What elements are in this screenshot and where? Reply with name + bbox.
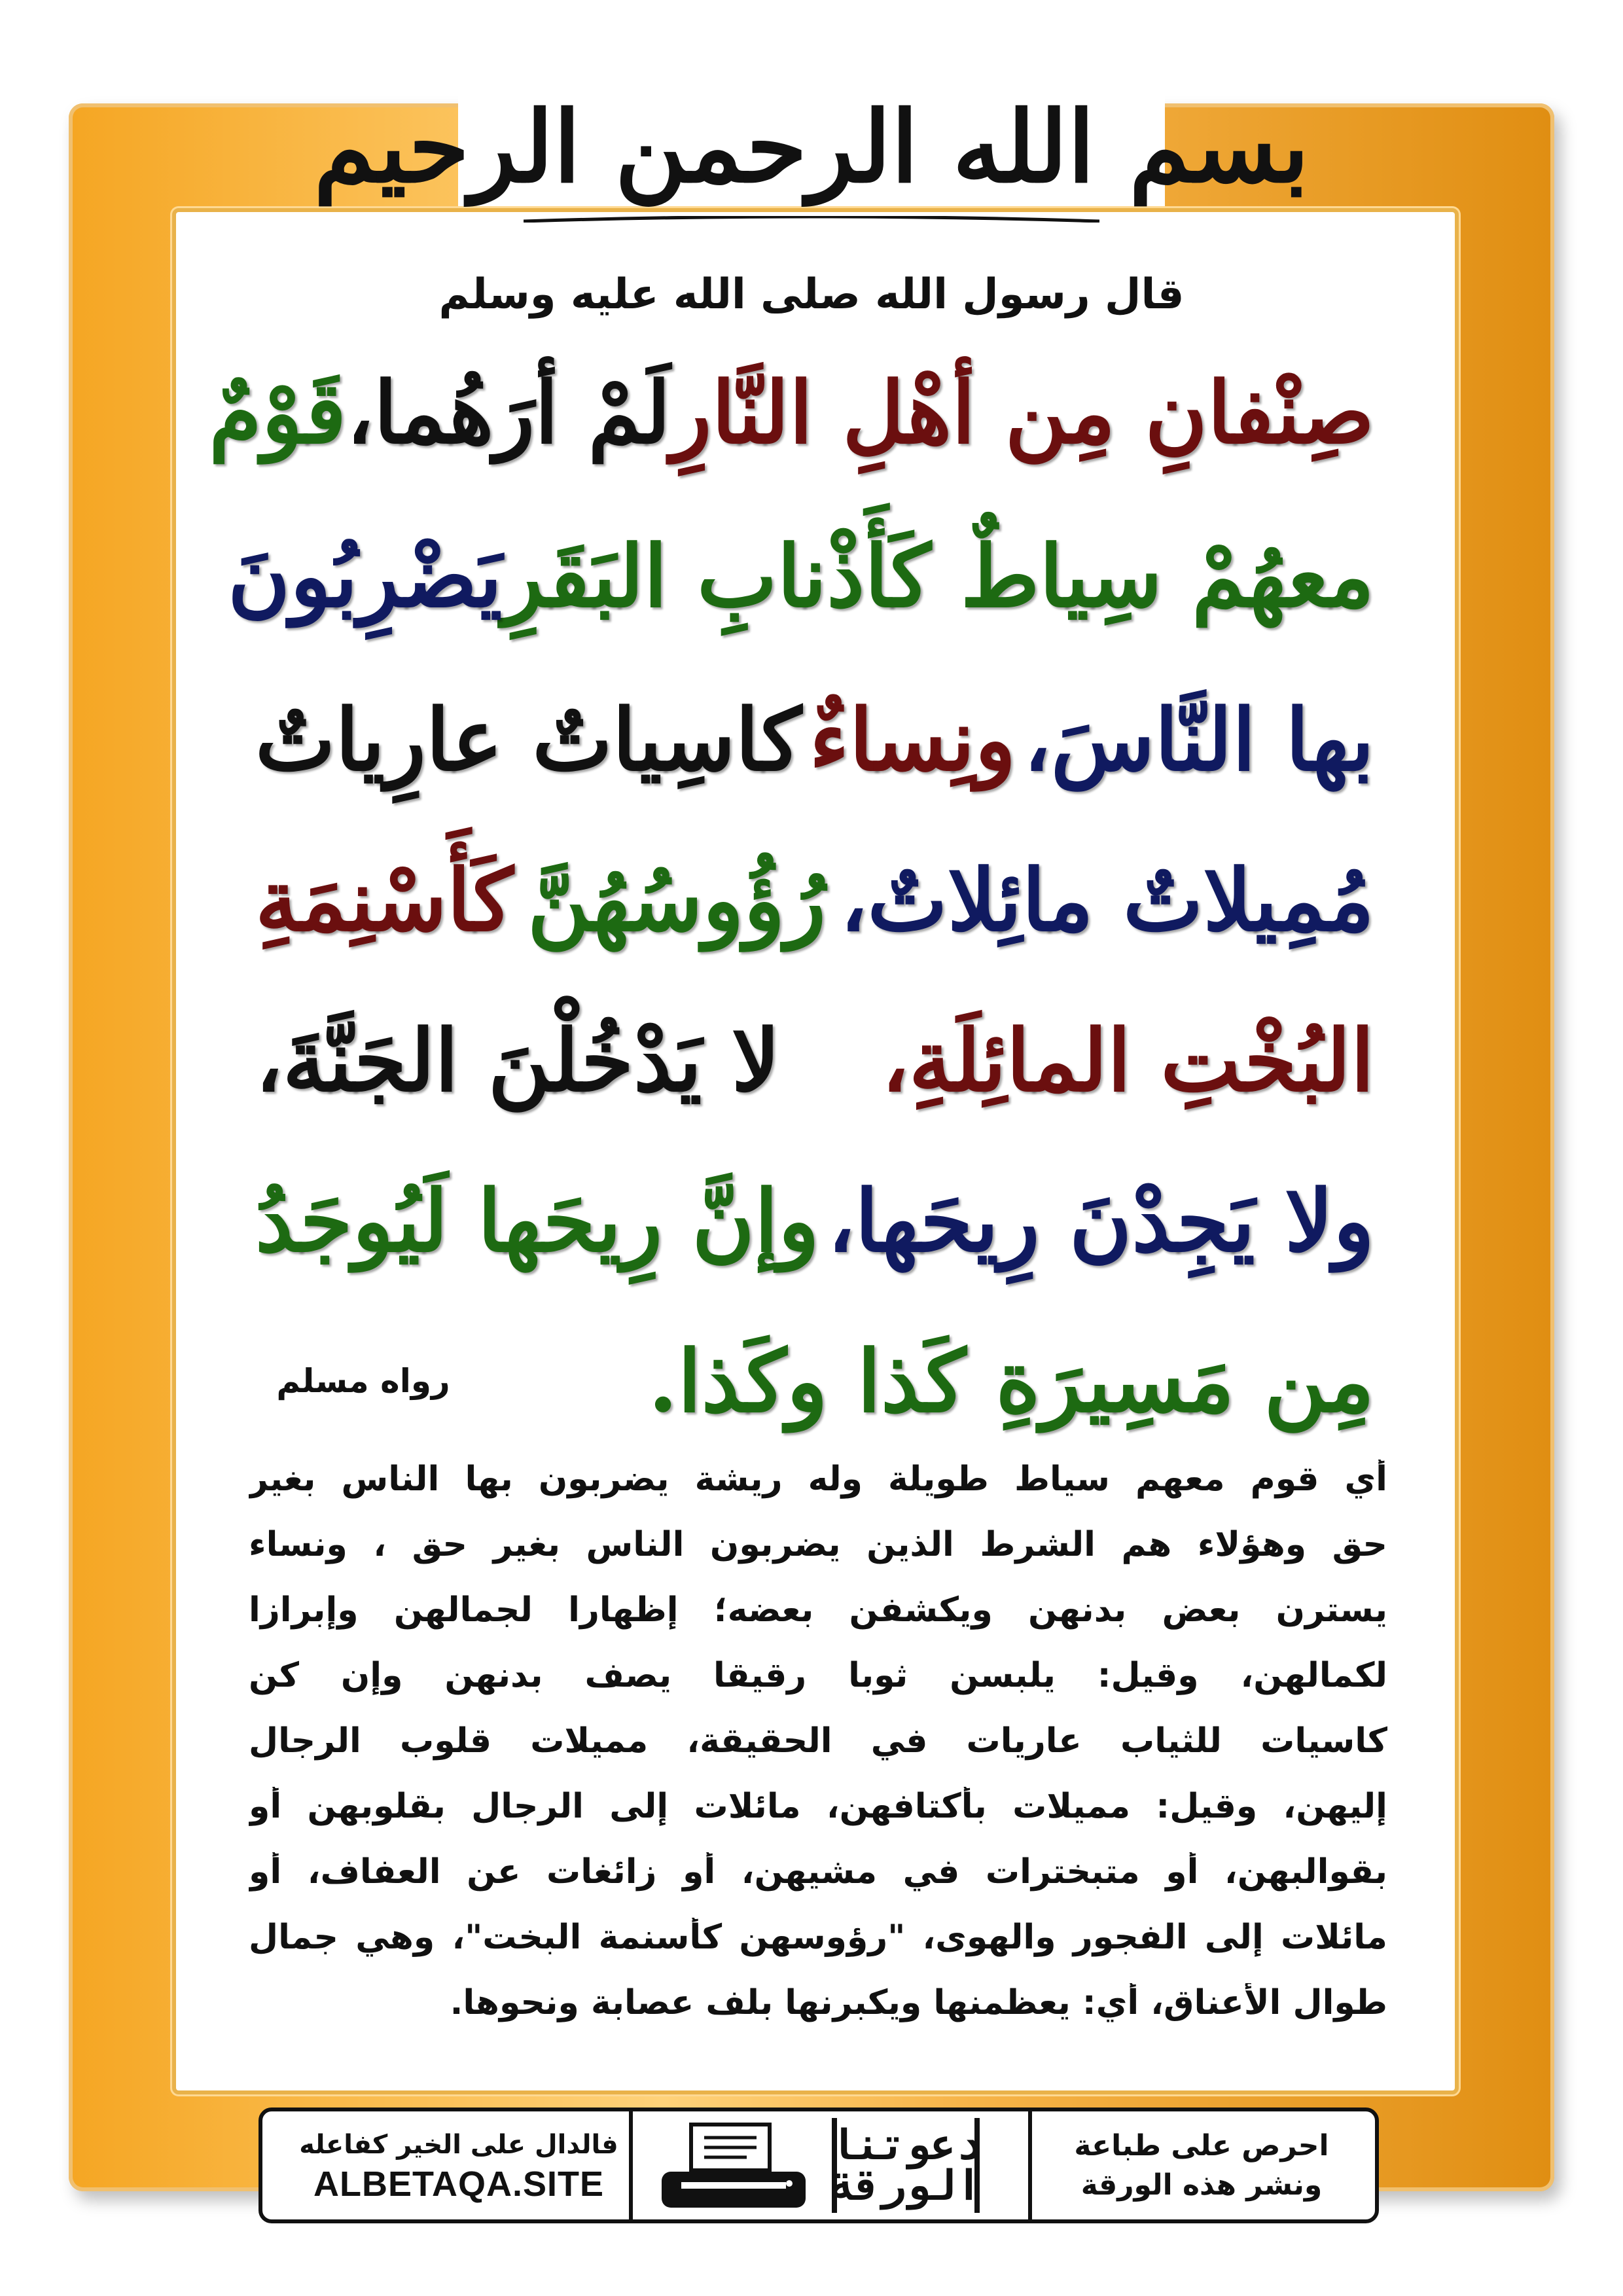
hadith-segment: مِن مَسِيرَةِ كَذا وكَذا.	[648, 1331, 1374, 1431]
footer-bar	[259, 2108, 1379, 2223]
print-reminder	[1054, 2121, 1349, 2210]
hadith-segment: رُؤُوسُهُنَّ	[527, 850, 827, 950]
hadith-source: رواه مسلم	[276, 1362, 450, 1400]
explanation-line: إليهن، وقيل: مميلات بأكتافهن، مائلات إلى الرجال بقلوبهن أو	[249, 1787, 1387, 1826]
explanation-line: لكمالهن، وقيل: يلبسن ثوبا رقيقا يصف بدنهن وإن كن	[249, 1656, 1387, 1695]
hadith-segment: ولا يَجِدْنَ رِيحَها،	[827, 1170, 1374, 1271]
hadith-segment: ونِساءٌ	[809, 689, 1016, 790]
hadith-segment: كَأَسْنِمَةِ	[255, 850, 514, 950]
print-reminder-line: ونشر هذه الورقة	[1080, 2168, 1323, 2202]
basmala-swash	[524, 216, 1099, 223]
logo-line: دعوتنا	[830, 2121, 982, 2170]
explanation-line: أي قوم معهم سياط طويلة وله ريشة يضربون بها الناس بغير	[249, 1460, 1387, 1499]
brand-logo	[832, 2118, 980, 2213]
footer-divider	[1028, 2111, 1032, 2219]
hadith-intro: قال رسول الله صلى الله عليه وسلم	[438, 270, 1185, 319]
explanation-line: طوال الأعناق، أي: يعظمنها ويكبرنها بلف عصابة ونحوها.	[450, 1983, 1387, 2022]
hadith-segment: قَوْمٌ	[209, 362, 347, 463]
logo-line: الورقة	[830, 2161, 982, 2210]
footer-slogan-block	[295, 2121, 622, 2210]
footer-slogan: فالدال على الخير كفاعله	[299, 2129, 618, 2160]
hadith-segment: البُخْتِ المائِلَةِ،	[881, 1010, 1374, 1111]
hadith-line	[255, 985, 1374, 1136]
hadith-segment: كاسِياتٌ عارِياتٌ	[255, 689, 802, 790]
hadith-segment: لَمْ أرَهُما،	[346, 362, 671, 463]
hadith-line	[255, 825, 1374, 975]
hadith-segment: بها النَّاسَ،	[1023, 689, 1374, 790]
hadith-segment: يَضْرِبُونَ	[227, 526, 503, 626]
website-link[interactable]: ALBETAQA.SITE	[313, 2164, 604, 2204]
hadith-segment: صِنْفانِ مِن أهْلِ النَّارِ	[670, 362, 1374, 463]
footer-divider	[629, 2111, 633, 2219]
hadith-segment: معهُمْ سِياطٌ كَأَذْنابِ البَقَرِ	[502, 526, 1374, 626]
explanation-line: بقوالبهن، أو متبخترات في مشيهن، أو زائغات عن العفاف، أو	[249, 1852, 1387, 1892]
explanation-line: حق وهؤلاء هم الشرط الذين يضربون الناس بغير حق ، ونساء	[249, 1525, 1387, 1564]
printer-icon	[655, 2118, 812, 2213]
hadith-line	[255, 1145, 1374, 1296]
explanation-line: مائلات إلى الفجور والهوى، "رؤوسهن كأسنمة البخت"، وهي جمال	[249, 1918, 1387, 1957]
hadith-segment: وإنَّ رِيحَها لَيُوجَدُ	[255, 1170, 819, 1271]
basmala-calligraphy: بسم الله الرحمن الرحيم	[313, 90, 1310, 205]
hadith-segment: لا يَدْخُلْنَ الجَنَّةَ،	[255, 1010, 780, 1111]
hadith-line	[255, 664, 1374, 815]
print-reminder-line: احرص على طباعة	[1074, 2128, 1329, 2162]
hadith-line	[209, 337, 1374, 488]
explanation-line: كاسيات للثياب عاريات في الحقيقة، مميلات قلوب الرجال	[249, 1721, 1387, 1761]
explanation-line: يسترن بعض بدنهن ويكشفن بعضه؛ إظهارا لجمالهن وإبرازا	[249, 1590, 1387, 1630]
hadith-segment: مُمِيلاتٌ مائِلاتٌ،	[840, 850, 1374, 950]
hadith-line	[227, 501, 1374, 651]
